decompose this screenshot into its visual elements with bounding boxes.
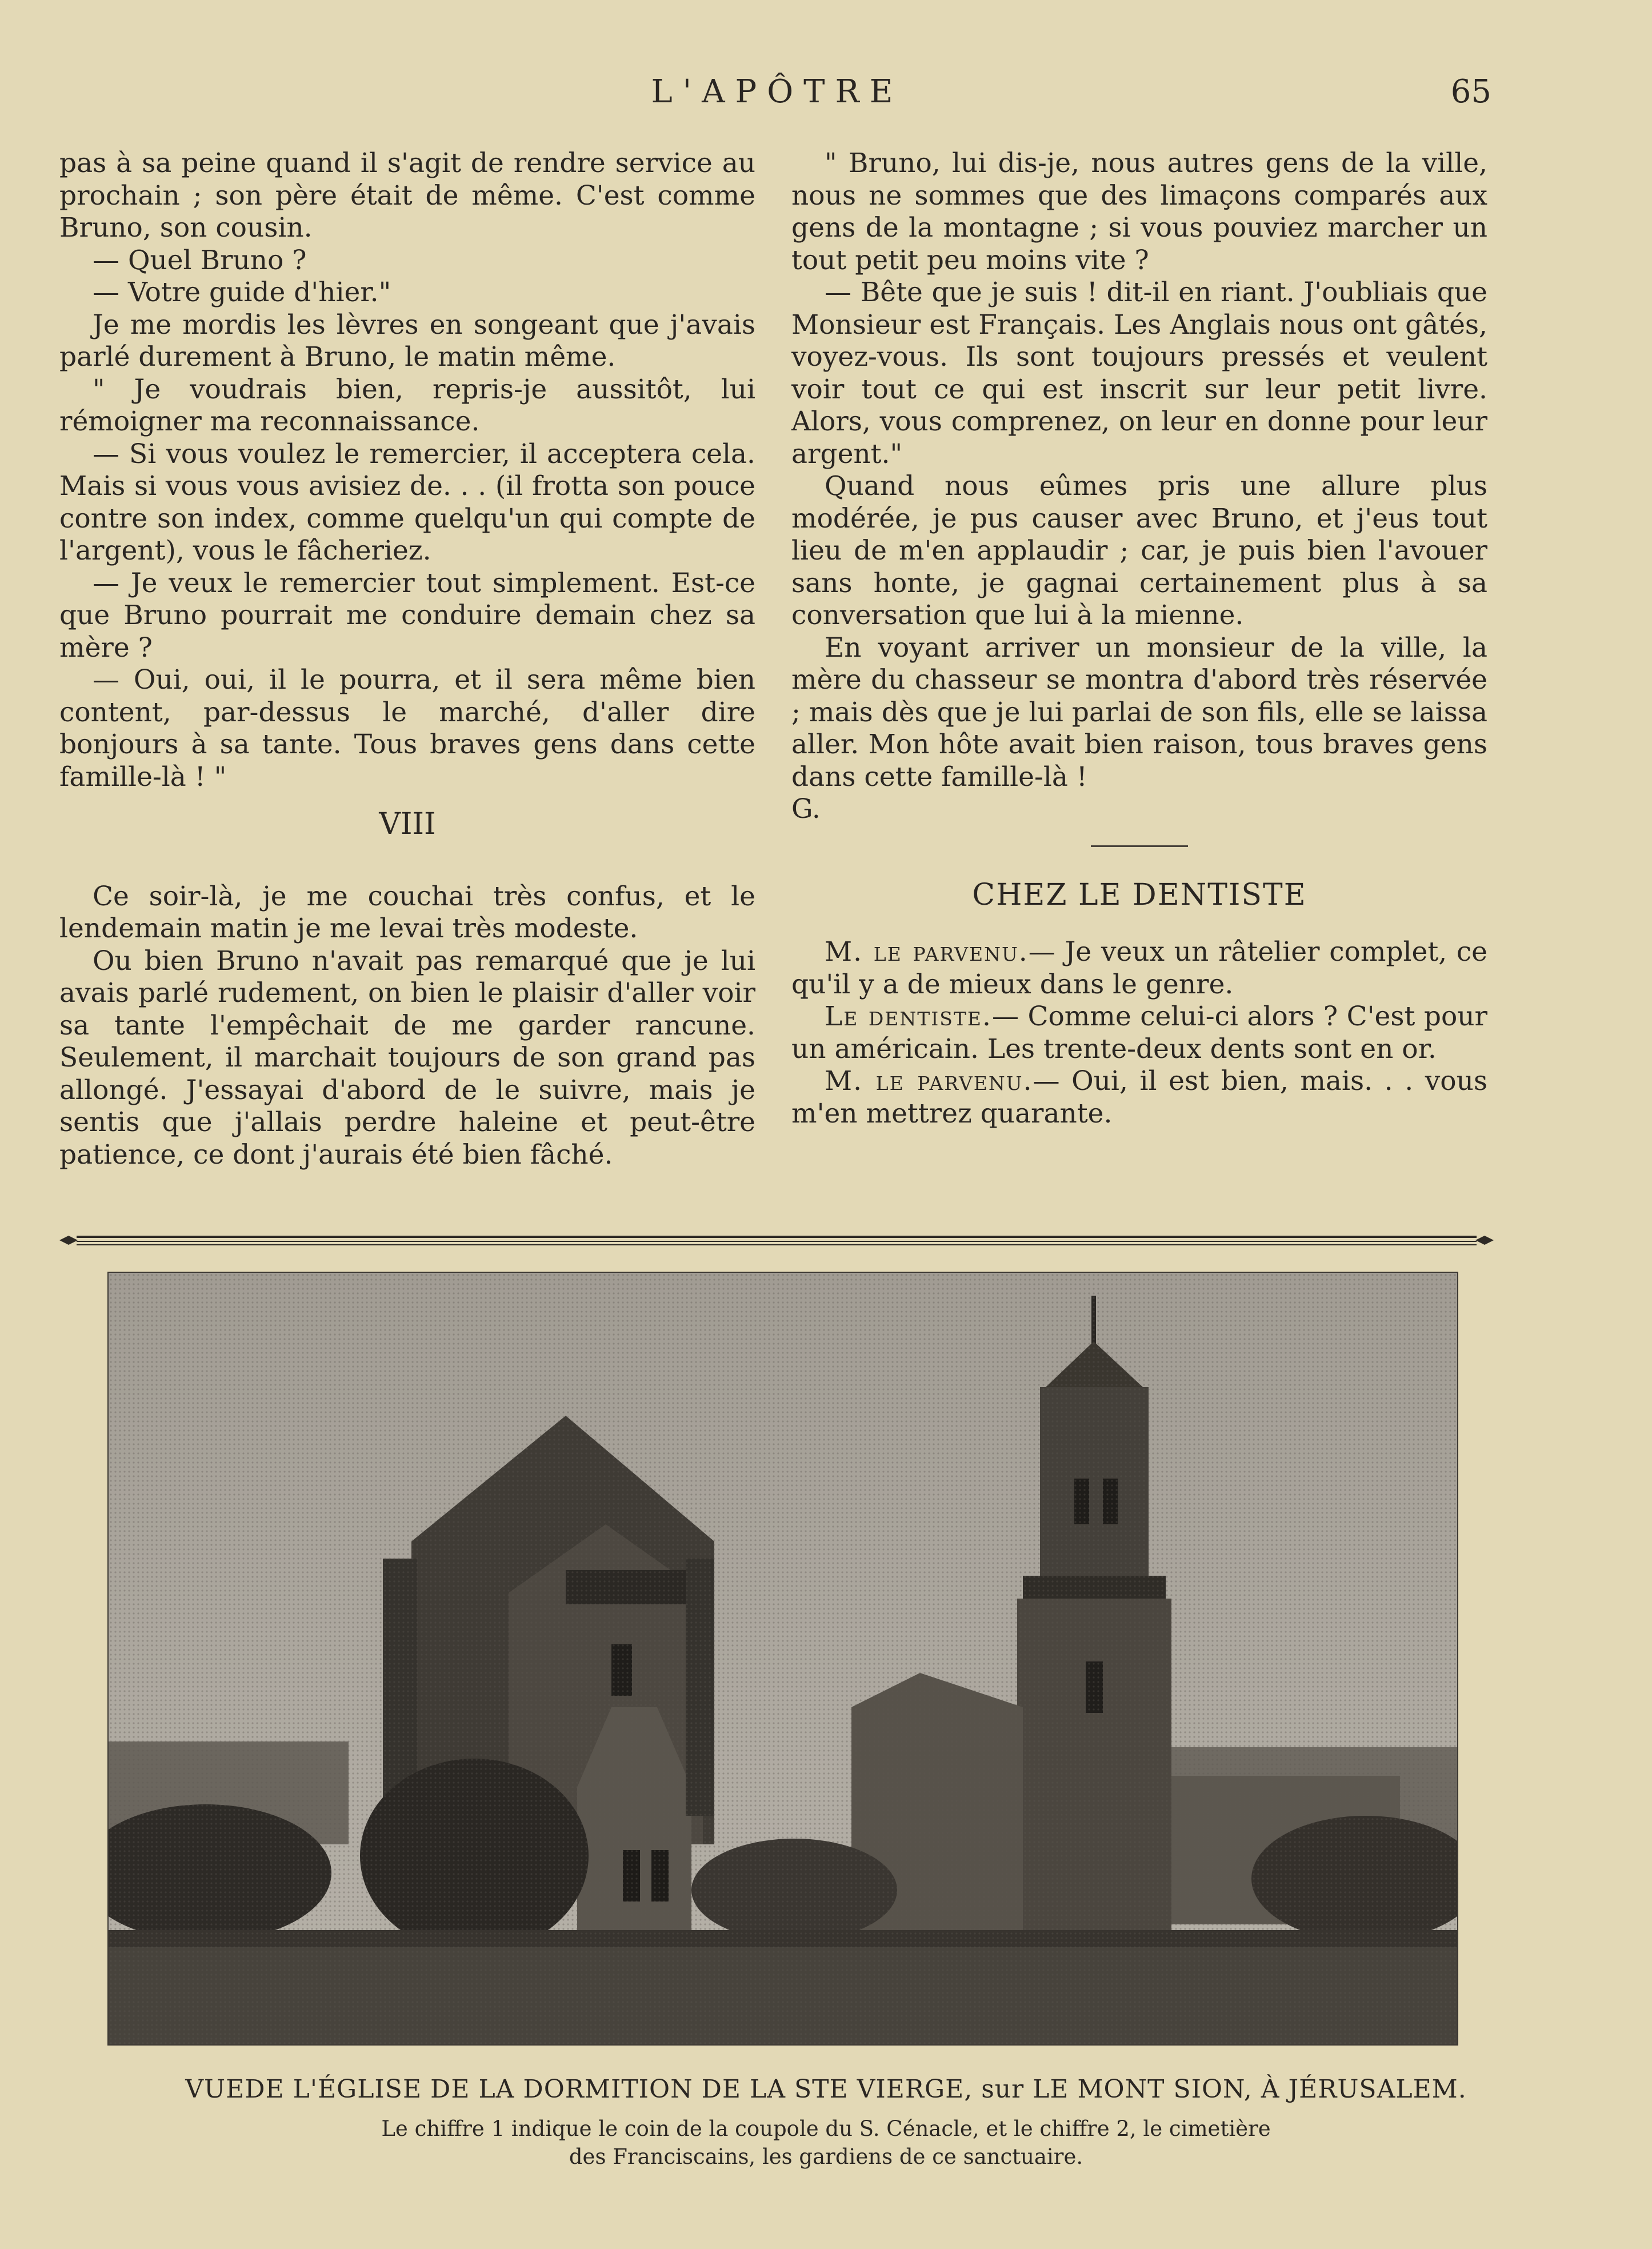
paragraph: — Oui, oui, il le pourra, et il sera même bien content, par-dessus le marché, d'aller dire bonjours à sa tante. Tous braves gens dans cette famille-là ! " [59, 664, 755, 793]
dialogue-line [791, 1001, 1487, 1065]
dialogue-text: — Oui, il est bien, mais. . . vous m'en mettrez quarante. [791, 1065, 1487, 1129]
paragraph: pas à sa peine quand il s'agit de rendre service au prochain ; son père était de même. C'est comme Bruno, son cousin. [59, 147, 755, 243]
left-column [59, 147, 755, 1171]
church-photograph [107, 1272, 1458, 2046]
author-signature: G. [791, 793, 821, 825]
paragraph: Ou bien Bruno n'avait pas remarqué que je lui avais parlé rudement, on bien le plaisir d'aller voir sa tante l'empêchait de me garder rancune. Seulement, il marchait toujours de son grand pas allongé. J'essayai d'abord de le suivre, mais je sentis que j'allais perdre haleine et peut-être patience, ce dont j'aurais été bien fâché. [59, 945, 755, 1171]
right-column [791, 147, 1487, 1130]
section-heading: VIII [379, 807, 436, 841]
figure-subcaption [59, 2115, 1593, 2171]
paragraph: Je me mordis les lèvres en songeant que j'avais parlé durement à Bruno, le matin même. [59, 309, 755, 373]
running-head [0, 73, 1652, 113]
speaker-label: M. le parvenu. [825, 1065, 1033, 1097]
page-number: 65 [1450, 73, 1491, 110]
dialogue-line [791, 936, 1487, 1001]
paragraph: — Votre guide d'hier." [93, 277, 391, 308]
paragraph: En voyant arriver un monsieur de la ville, la mère du chasseur se montra d'abord très réservée ; mais dès que je lui parlai de son fils, elle se laissa aller. Mon hôte avait bien raison, tous braves gens dans cette famille-là ! [791, 632, 1487, 793]
dialogue-text: — Je veux un râtelier complet, ce qu'il y a de mieux dans le genre. [791, 936, 1487, 1000]
paragraph: " Je voudrais bien, repris-je aussitôt, lui rémoigner ma reconnaissance. [59, 373, 755, 437]
dialogue-text: — Comme celui-ci alors ? C'est pour un américain. Les trente-deux dents sont en or. [791, 1001, 1487, 1065]
ornamental-rule [59, 1229, 1494, 1252]
figure-caption: VUEDE L'ÉGLISE DE LA DORMITION DE LA STE VIERGE, sur LE MONT SION, À JÉRUSALEM. [185, 2075, 1467, 2104]
article-title: CHEZ LE DENTISTE [972, 877, 1307, 912]
paragraph: — Bête que je suis ! dit-il en riant. J'oubliais que Monsieur est Français. Les Anglais nous ont gâtés, voyez-vous. Ils sont toujours pressés et veulent voir tout ce qui est inscrit sur leur petit livre. Alors, vous comprenez, on leur en donne pour leur argent." [791, 277, 1487, 470]
paragraph: " Bruno, lui dis-je, nous autres gens de la ville, nous ne sommes que des limaçons comparés aux gens de la montagne ; si vous pouviez marcher un tout petit peu moins vite ? [791, 147, 1487, 276]
journal-title: L'APÔTRE [651, 73, 903, 110]
speaker-label: Le dentiste. [825, 1001, 992, 1032]
caption-line: des Franciscains, les gardiens de ce sanctuaire. [569, 2144, 1083, 2169]
caption-line: Le chiffre 1 indique le coin de la coupole du S. Cénacle, et le chiffre 2, le cimetière [381, 2116, 1271, 2141]
dialogue-line [791, 1065, 1487, 1130]
speaker-label: M. le parvenu. [825, 936, 1029, 968]
paragraph: — Si vous voulez le remercier, il acceptera cela. Mais si vous vous avisiez de. . . (il frotta son pouce contre son index, comme quelqu'un qui compte de l'argent), vous le fâcheriez. [59, 438, 755, 566]
paragraph: — Quel Bruno ? [93, 244, 307, 276]
paragraph: — Je veux le remercier tout simplement. Est-ce que Bruno pourrait me conduire demain chez sa mère ? [59, 567, 755, 664]
paragraph: Ce soir-là, je me couchai très confus, et le lendemain matin je me levai très modeste. [59, 880, 755, 944]
paragraph: Quand nous eûmes pris une allure plus modérée, je pus causer avec Bruno, et j'eus tout lieu de m'en applaudir ; car, je puis bien l'avouer sans honte, je gagnai certainement plus à sa conversation que lui à la mienne. [791, 470, 1487, 631]
section-divider [1091, 845, 1188, 847]
